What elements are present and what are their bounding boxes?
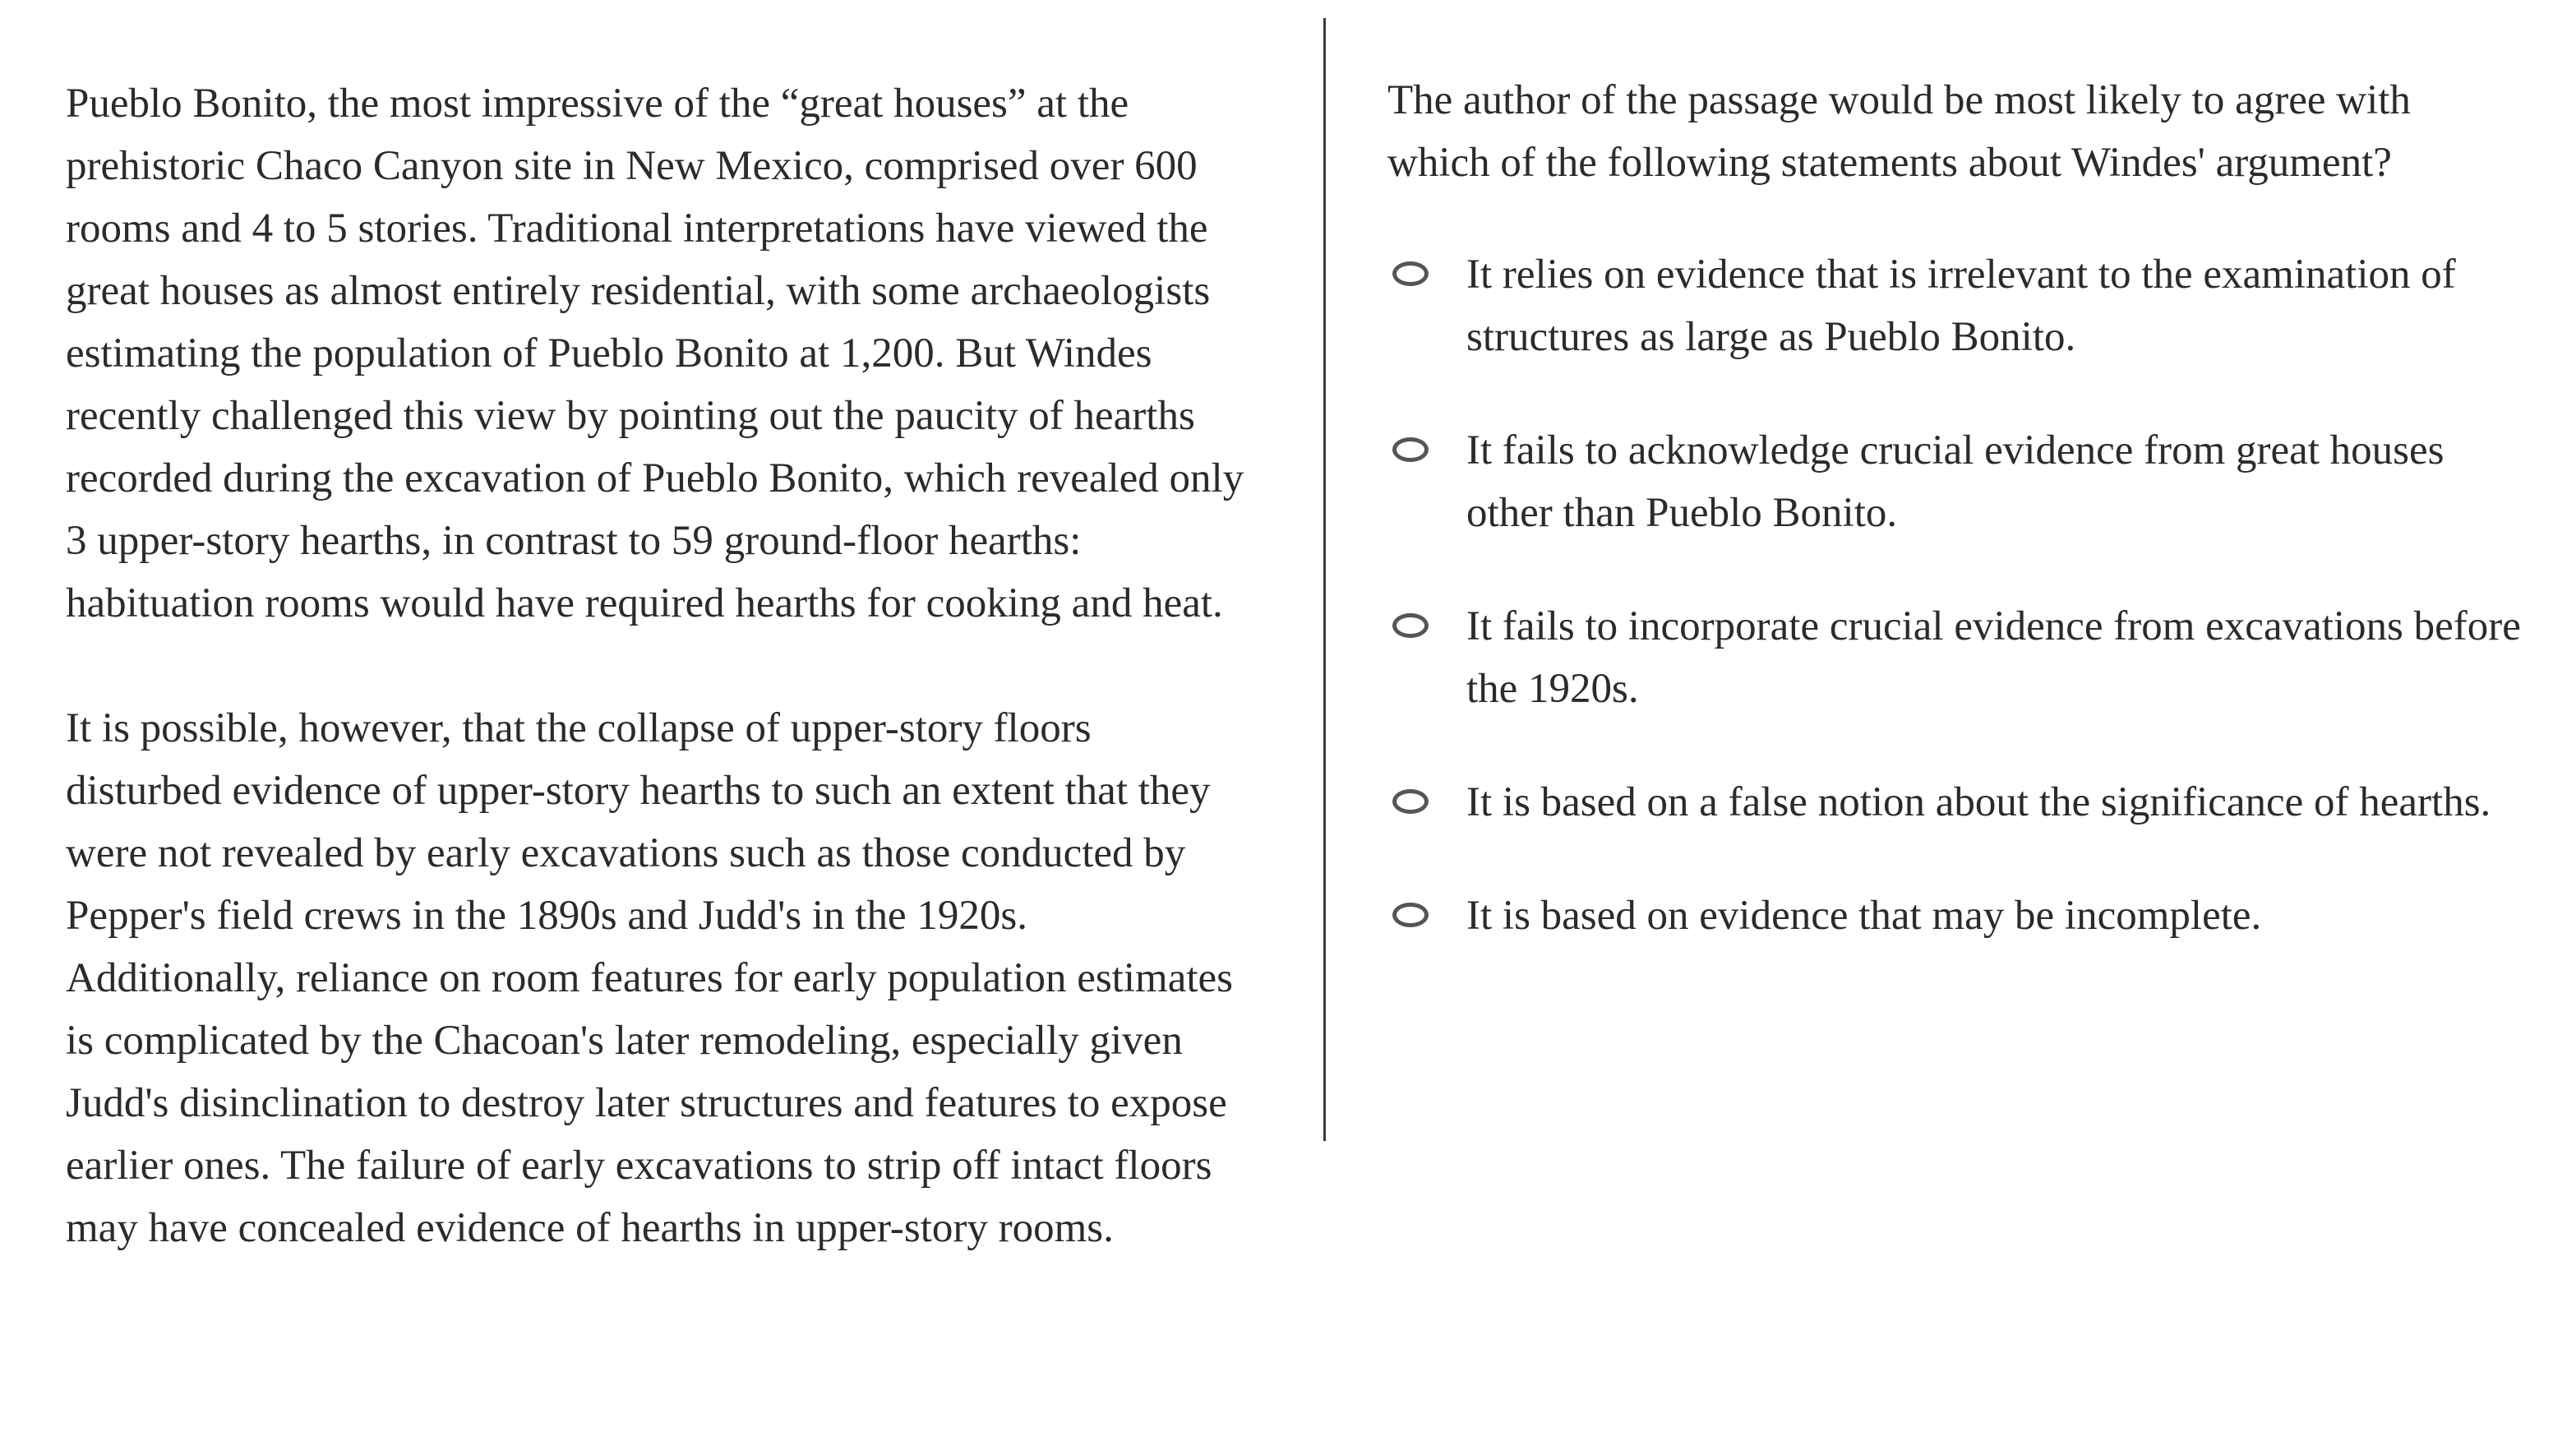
answer-choice-b-label[interactable]: It fails to acknowledge crucial evidence from great houses other than Pueblo Bonito.	[1466, 427, 2444, 536]
question-pane	[1387, 69, 2522, 998]
radio-button-a[interactable]	[1392, 261, 1429, 286]
radio-button-d[interactable]	[1392, 789, 1429, 814]
passage-pane	[66, 72, 1249, 1322]
answer-choice-d[interactable]	[1387, 771, 2522, 834]
answer-choice-e-label[interactable]: It is based on evidence that may be incomplete.	[1466, 893, 2262, 939]
radio-button-c[interactable]	[1392, 613, 1429, 638]
answer-choice-a-label[interactable]: It relies on evidence that is irrelevant to the examination of structures as large as Pueblo Bonito.	[1466, 252, 2456, 360]
radio-button-e[interactable]	[1392, 903, 1429, 927]
answer-choice-c-label[interactable]: It fails to incorporate crucial evidence from excavations before the 1920s.	[1466, 603, 2521, 712]
question-stem: The author of the passage would be most likely to agree with which of the following statements about Windes' argument?	[1387, 77, 2411, 186]
pane-divider[interactable]	[1323, 18, 1326, 1141]
passage-paragraph-2: It is possible, however, that the collapse of upper-story floors disturbed evidence of upper-story hearths to such an extent that they were not revealed by early excavations such as those conducted by Pepper's field crews in the 1890s and Judd's in the 1920s. Additionally, reliance on room features for early population estimates is complicated by the Chacoan's later remodeling, especially given Judd's disinclination to destroy later structures and features to expose earlier ones. The failure of early excavations to strip off intact floors may have concealed evidence of hearths in upper-story rooms.	[66, 705, 1233, 1251]
answer-choice-a[interactable]	[1387, 243, 2522, 368]
answer-choices	[1387, 243, 2522, 947]
answer-choice-e[interactable]	[1387, 885, 2522, 947]
answer-choice-b[interactable]	[1387, 419, 2522, 544]
answer-choice-c[interactable]	[1387, 595, 2522, 720]
answer-choice-d-label[interactable]: It is based on a false notion about the significance of hearths.	[1466, 779, 2491, 825]
passage-paragraph-1: Pueblo Bonito, the most impressive of the “great houses” at the prehistoric Chaco Canyon site in New Mexico, comprised over 600 rooms and 4 to 5 stories. Traditional interpretations have viewed the great houses as almost entirely residential, with some archaeologists estimating the population of Pueblo Bonito at 1,200. But Windes recently challenged this view by pointing out the paucity of hearths recorded during the excavation of Pueblo Bonito, which revealed only 3 upper-story hearths, in contrast to 59 ground-floor hearths: habituation rooms would have required hearths for cooking and heat.	[66, 81, 1244, 626]
radio-button-b[interactable]	[1392, 437, 1429, 462]
